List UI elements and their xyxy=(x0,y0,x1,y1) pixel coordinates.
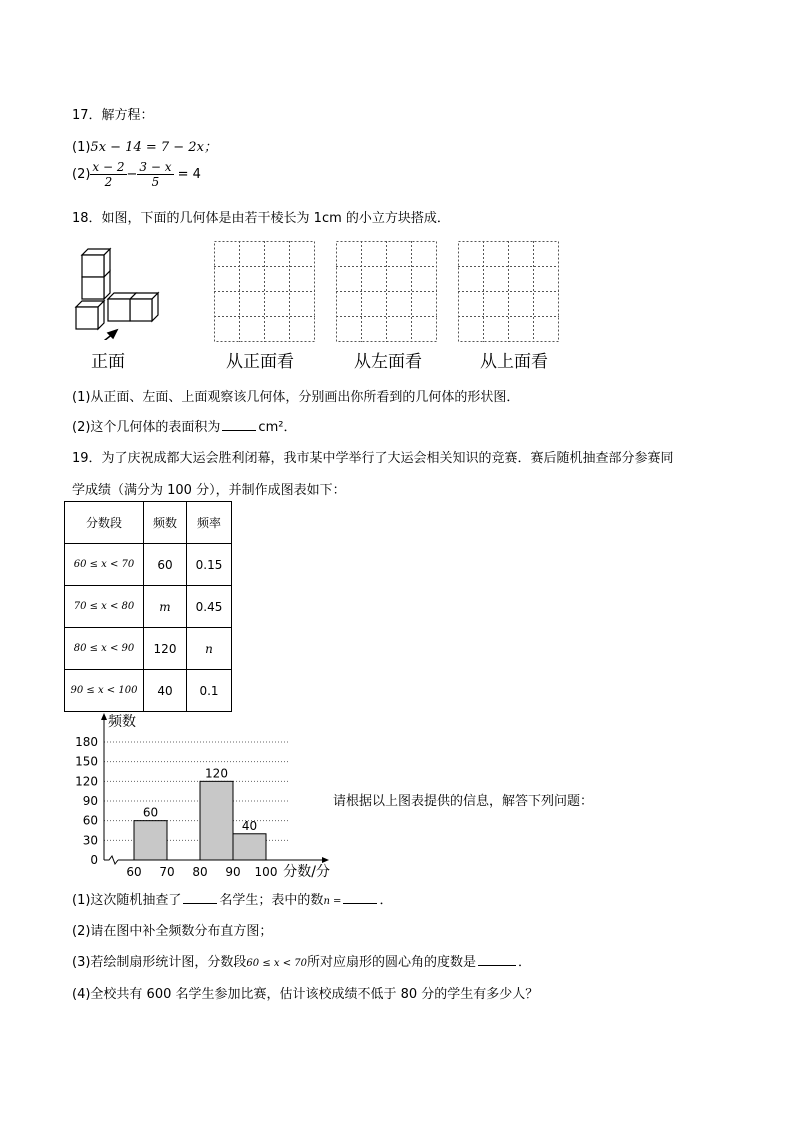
q19-part1 xyxy=(72,889,392,908)
frequency-table xyxy=(64,501,232,712)
frequency-histogram xyxy=(60,712,350,882)
q17-title: 17．解方程： xyxy=(72,108,154,123)
cube-figure xyxy=(70,240,170,340)
table-row xyxy=(65,628,232,670)
x-tick-label: 60 xyxy=(126,865,142,879)
table-row xyxy=(65,544,232,586)
table-cell: 40 xyxy=(144,670,187,712)
table-row xyxy=(65,670,232,712)
y-tick-label: 30 xyxy=(82,833,98,848)
bar-value-label: 60 xyxy=(142,805,159,820)
fraction-2 xyxy=(137,160,173,189)
histogram-bar xyxy=(134,821,167,860)
q18-part2-text: (2)这个几何体的表面积为 xyxy=(72,420,221,435)
table-header-row xyxy=(65,502,232,544)
q17-part1 xyxy=(72,136,217,155)
answer-blank[interactable] xyxy=(343,891,377,904)
table-cell: 60 ≤ x < 70 xyxy=(65,544,144,586)
q19-part2: (2)请在图中补全频数分布直方图； xyxy=(72,924,273,939)
caption-top-view: 从上面看 xyxy=(480,352,548,372)
arrow-icon xyxy=(100,330,117,340)
y-axis-label: 频数 xyxy=(108,714,136,730)
table-cell: 90 ≤ x < 100 xyxy=(65,670,144,712)
caption-front: 正面 xyxy=(91,352,125,372)
x-tick-label: 80 xyxy=(192,865,208,879)
x-axis-label: 分数/分 xyxy=(283,864,330,880)
table-header: 频率 xyxy=(187,502,232,544)
x-axis-arrow-icon xyxy=(322,857,329,863)
y-tick-label: 90 xyxy=(82,794,98,808)
table-cell: n xyxy=(187,628,232,670)
q19-part1-var: n = xyxy=(323,896,342,907)
bar-value-label: 40 xyxy=(241,818,258,833)
caption-left-view: 从左面看 xyxy=(354,352,422,372)
table-cell: m xyxy=(144,586,187,628)
grid-top-view xyxy=(458,241,559,342)
x-tick-label: 90 xyxy=(225,865,241,879)
histogram-bar xyxy=(233,834,266,860)
cube-right-row-2 xyxy=(130,293,158,321)
caption-front-view: 从正面看 xyxy=(226,352,294,372)
y-axis-arrow-icon xyxy=(101,713,107,720)
q19-part1-end: ． xyxy=(379,893,393,908)
q18-part2 xyxy=(72,416,296,435)
answer-blank[interactable] xyxy=(183,891,217,904)
q19-part4: (4)全校共有 600 名学生参加比赛，估计该校成绩不低于 80 分的学生有多少人？ xyxy=(72,987,539,1002)
y-tick-label: 120 xyxy=(75,774,98,789)
grid-left-view xyxy=(336,241,437,342)
table-header: 分数段 xyxy=(65,502,144,544)
answer-blank[interactable] xyxy=(478,953,516,966)
bar-value-label: 120 xyxy=(205,766,228,781)
q19-part3-text-a: (3)若绘制扇形统计图，分数段 xyxy=(72,955,247,970)
fraction-1 xyxy=(90,160,126,189)
q19-part3-range: 60 ≤ x < 70 xyxy=(246,958,307,969)
q19-part3 xyxy=(72,951,531,970)
fraction-2-denominator: 5 xyxy=(151,175,160,189)
grid-front-view xyxy=(214,241,315,342)
q18-part2-unit: cm²． xyxy=(258,420,297,435)
histogram-bar xyxy=(200,781,233,860)
fraction-2-numerator: 3 − x xyxy=(139,160,172,174)
y-tick-label: 60 xyxy=(82,813,98,828)
table-cell: 120 xyxy=(144,628,187,670)
answer-blank[interactable] xyxy=(222,418,256,431)
q19-instruction: 请根据以上图表提供的信息，解答下列问题： xyxy=(333,794,594,809)
table-header: 频数 xyxy=(144,502,187,544)
q17-part2-label: (2) xyxy=(72,167,91,182)
q19-intro-line1: 19．为了庆祝成都大运会胜利闭幕，我市某中学举行了大运会相关知识的竞赛．赛后随机抽查部分参赛同 xyxy=(72,451,674,466)
minus-sign: − xyxy=(126,167,138,182)
axis-break-icon xyxy=(104,856,118,864)
q17-part2 xyxy=(72,160,201,189)
q17-part1-label: (1) xyxy=(72,140,91,155)
table-cell: 0.15 xyxy=(187,544,232,586)
q18-part1: (1)从正面、左面、上面观察该几何体，分别画出你所看到的几何体的形状图． xyxy=(72,390,520,405)
table-cell: 80 ≤ x < 90 xyxy=(65,628,144,670)
x-tick-label: 70 xyxy=(159,865,175,879)
y-tick-label: 150 xyxy=(75,754,98,769)
y-tick-label: 0 xyxy=(90,853,98,867)
x-tick-label: 100 xyxy=(254,865,278,879)
table-cell: 60 xyxy=(144,544,187,586)
q17-part1-equation: 5x − 14 = 7 − 2x； xyxy=(90,140,217,155)
table-cell: 0.1 xyxy=(187,670,232,712)
q19-part3-end: ． xyxy=(518,955,532,970)
fraction-1-denominator: 2 xyxy=(104,175,113,189)
q18-title: 18．如图，下面的几何体是由若干棱长为 1cm 的小立方块搭成． xyxy=(72,211,450,226)
q19-part1-text-a: (1)这次随机抽查了 xyxy=(72,893,182,908)
fraction-1-numerator: x − 2 xyxy=(92,160,125,174)
cube-left-top xyxy=(82,249,110,277)
y-tick-label: 180 xyxy=(75,735,98,749)
q19-part3-text-b: 所对应扇形的圆心角的度数是 xyxy=(306,955,476,970)
table-cell: 70 ≤ x < 80 xyxy=(65,586,144,628)
q19-intro-line2: 学成绩（满分为 100 分），并制作成图表如下： xyxy=(72,483,346,498)
table-row xyxy=(65,586,232,628)
cube-front xyxy=(76,301,104,329)
q17-part2-rhs: = 4 xyxy=(177,167,201,182)
q19-part1-text-b: 名学生；表中的数 xyxy=(219,893,324,908)
table-cell: 0.45 xyxy=(187,586,232,628)
